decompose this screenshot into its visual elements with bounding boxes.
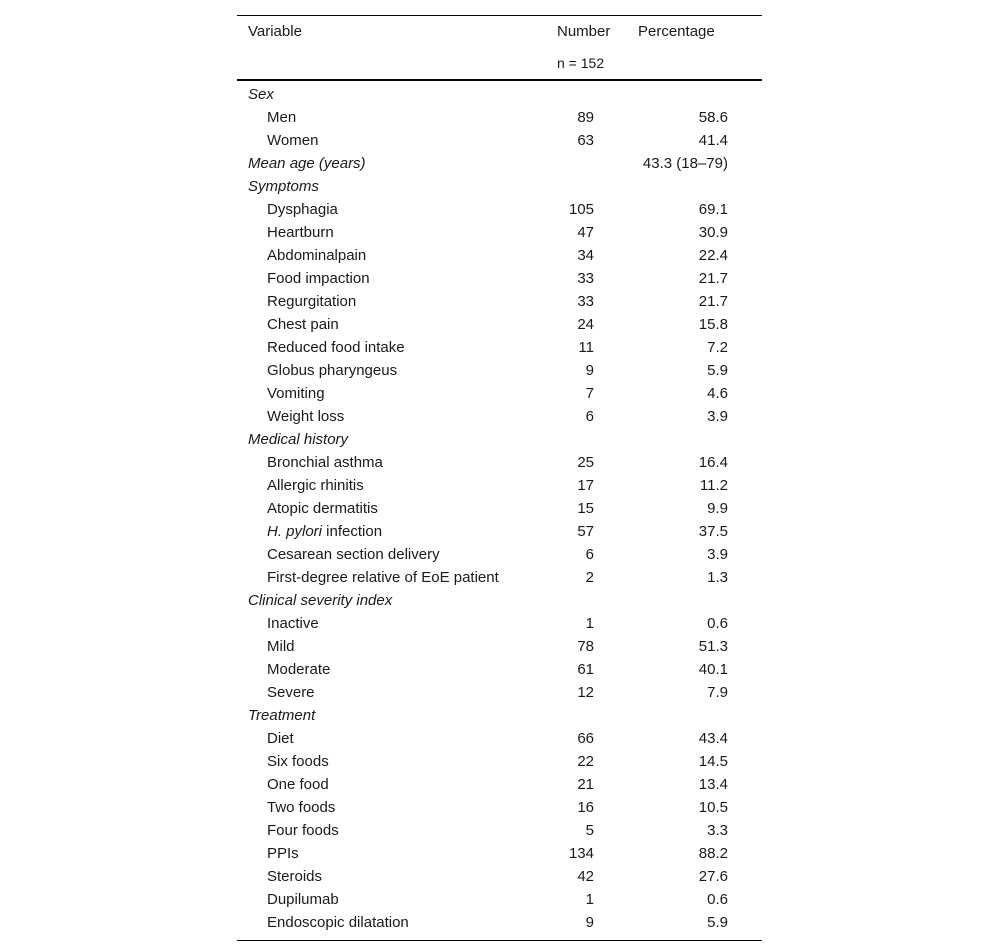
row-label: Symptoms — [248, 178, 319, 195]
sample-size: n = 152 — [557, 55, 605, 71]
table-row — [237, 405, 762, 428]
row-number: 66 — [577, 730, 594, 747]
table-row — [237, 819, 762, 842]
row-label: Endoscopic dilatation — [267, 914, 409, 931]
row-percentage: 15.8 — [698, 316, 728, 333]
column-header-variable: Variable — [248, 23, 302, 40]
row-percentage: 3.9 — [707, 546, 728, 563]
row-percentage: 21.7 — [698, 293, 728, 310]
table-row — [237, 773, 762, 796]
row-percentage: 5.9 — [707, 362, 728, 379]
row-percentage: 1.3 — [707, 569, 728, 586]
row-percentage: 14.5 — [698, 753, 728, 770]
table-row — [237, 543, 762, 566]
row-label: Moderate — [267, 661, 331, 678]
row-label: Women — [267, 132, 319, 149]
row-number: 2 — [585, 569, 594, 586]
row-number: 11 — [578, 339, 594, 356]
row-percentage: 3.9 — [707, 408, 728, 425]
row-label-italic: H. pylori — [267, 523, 323, 540]
table-row — [237, 727, 762, 750]
row-number: 61 — [577, 661, 594, 678]
row-label: Food impaction — [267, 270, 370, 287]
row-number: 89 — [577, 109, 594, 126]
category-row — [237, 704, 762, 727]
row-label: Dysphagia — [267, 201, 338, 218]
row-label: First-degree relative of EoE patient — [267, 569, 499, 586]
table-row — [237, 313, 762, 336]
row-percentage: 43.3 (18–79) — [642, 155, 728, 172]
row-number: 34 — [577, 247, 594, 264]
row-label: Two foods — [267, 799, 336, 816]
category-row — [237, 589, 762, 612]
table-row — [237, 635, 762, 658]
row-label: Globus pharyngeus — [267, 362, 398, 379]
row-label: Medical history — [248, 431, 349, 448]
row-label: Weight loss — [267, 408, 345, 425]
table-row — [237, 336, 762, 359]
row-number: 7 — [585, 385, 594, 402]
row-label: Mild — [267, 638, 295, 655]
table-row — [237, 474, 762, 497]
table-row — [237, 382, 762, 405]
row-percentage: 3.3 — [707, 822, 728, 839]
row-label: Diet — [267, 730, 294, 747]
row-number: 6 — [585, 408, 594, 425]
row-percentage: 7.2 — [707, 339, 728, 356]
data-table — [237, 15, 762, 941]
table-row — [237, 658, 762, 681]
row-number: 78 — [577, 638, 594, 655]
row-label: Treatment — [248, 707, 316, 724]
row-number: 33 — [577, 270, 594, 287]
table-row — [237, 359, 762, 382]
row-number: 16 — [577, 799, 594, 816]
row-percentage: 7.9 — [707, 684, 728, 701]
table-row — [237, 750, 762, 773]
row-number: 21 — [577, 776, 594, 793]
row-percentage: 0.6 — [707, 891, 728, 908]
row-label: Clinical severity index — [248, 592, 393, 609]
row-label: Steroids — [267, 868, 323, 885]
column-header-percentage: Percentage — [638, 23, 715, 40]
row-number: 17 — [577, 477, 594, 494]
row-number: 25 — [577, 454, 594, 471]
row-label-suffix: infection — [322, 523, 383, 540]
table-body — [237, 81, 762, 934]
table-row — [237, 612, 762, 635]
row-percentage: 58.6 — [698, 109, 728, 126]
table-row — [237, 290, 762, 313]
table-row — [237, 566, 762, 589]
row-number: 22 — [577, 753, 594, 770]
row-number: 5 — [585, 822, 594, 839]
table-row — [237, 267, 762, 290]
row-percentage: 27.6 — [698, 868, 728, 885]
category-row — [237, 428, 762, 451]
row-percentage: 51.3 — [698, 638, 728, 655]
row-number: 1 — [585, 615, 594, 632]
row-percentage: 5.9 — [707, 914, 728, 931]
row-label — [267, 520, 382, 543]
row-label: Mean age (years) — [248, 155, 366, 172]
row-percentage: 21.7 — [698, 270, 728, 287]
row-percentage: 22.4 — [698, 247, 728, 264]
table-row — [237, 842, 762, 865]
table-row — [237, 129, 762, 152]
row-percentage: 16.4 — [698, 454, 728, 471]
row-number: 6 — [585, 546, 594, 563]
row-number: 134 — [568, 845, 594, 862]
table-row — [237, 106, 762, 129]
row-label: Sex — [248, 86, 274, 103]
category-row — [237, 175, 762, 198]
row-number: 15 — [577, 500, 594, 517]
row-percentage: 43.4 — [698, 730, 728, 747]
row-percentage: 13.4 — [698, 776, 728, 793]
table-row — [237, 865, 762, 888]
row-number: 57 — [577, 523, 594, 540]
row-label: Heartburn — [267, 224, 334, 241]
category-row — [237, 83, 762, 106]
row-label: Severe — [267, 684, 315, 701]
row-number: 1 — [585, 891, 594, 908]
table-row — [237, 497, 762, 520]
row-number: 105 — [568, 201, 594, 218]
row-label: Dupilumab — [267, 891, 339, 908]
table-row — [237, 520, 762, 543]
row-label: Atopic dermatitis — [267, 500, 378, 517]
row-number: 63 — [577, 132, 594, 149]
row-percentage: 4.6 — [707, 385, 728, 402]
row-label: Reduced food intake — [267, 339, 405, 356]
row-number: 12 — [577, 684, 594, 701]
table-row — [237, 244, 762, 267]
row-label: Men — [267, 109, 297, 126]
row-label: Allergic rhinitis — [267, 477, 364, 494]
row-label: Vomiting — [267, 385, 325, 402]
row-label: Four foods — [267, 822, 339, 839]
row-percentage: 30.9 — [698, 224, 728, 241]
row-label: Inactive — [267, 615, 319, 632]
row-percentage: 40.1 — [698, 661, 728, 678]
category-row — [237, 152, 762, 175]
row-label: Regurgitation — [267, 293, 357, 310]
row-percentage: 37.5 — [698, 523, 728, 540]
row-label: PPIs — [267, 845, 299, 862]
table-row — [237, 911, 762, 934]
row-percentage: 41.4 — [698, 132, 728, 149]
table-bottom-rule — [237, 934, 762, 941]
table-row — [237, 888, 762, 911]
table-row — [237, 198, 762, 221]
table-row — [237, 796, 762, 819]
row-label: Abdominalpain — [267, 247, 367, 264]
row-number: 42 — [577, 868, 594, 885]
row-label: Bronchial asthma — [267, 454, 383, 471]
table-row — [237, 451, 762, 474]
row-number: 47 — [577, 224, 594, 241]
table-row — [237, 221, 762, 244]
row-label: One food — [267, 776, 329, 793]
row-label: Chest pain — [267, 316, 339, 333]
row-percentage: 10.5 — [698, 799, 728, 816]
table-header — [237, 16, 762, 81]
row-number: 9 — [585, 914, 594, 931]
row-number: 33 — [577, 293, 594, 310]
row-percentage: 69.1 — [698, 201, 728, 218]
row-number: 24 — [577, 316, 594, 333]
row-percentage: 0.6 — [707, 615, 728, 632]
row-label: Cesarean section delivery — [267, 546, 440, 563]
row-percentage: 88.2 — [698, 845, 728, 862]
row-label: Six foods — [267, 753, 329, 770]
table-row — [237, 681, 762, 704]
row-percentage: 9.9 — [707, 500, 728, 517]
column-header-number: Number — [557, 23, 611, 40]
row-number: 9 — [585, 362, 594, 379]
row-percentage: 11.2 — [699, 477, 728, 494]
